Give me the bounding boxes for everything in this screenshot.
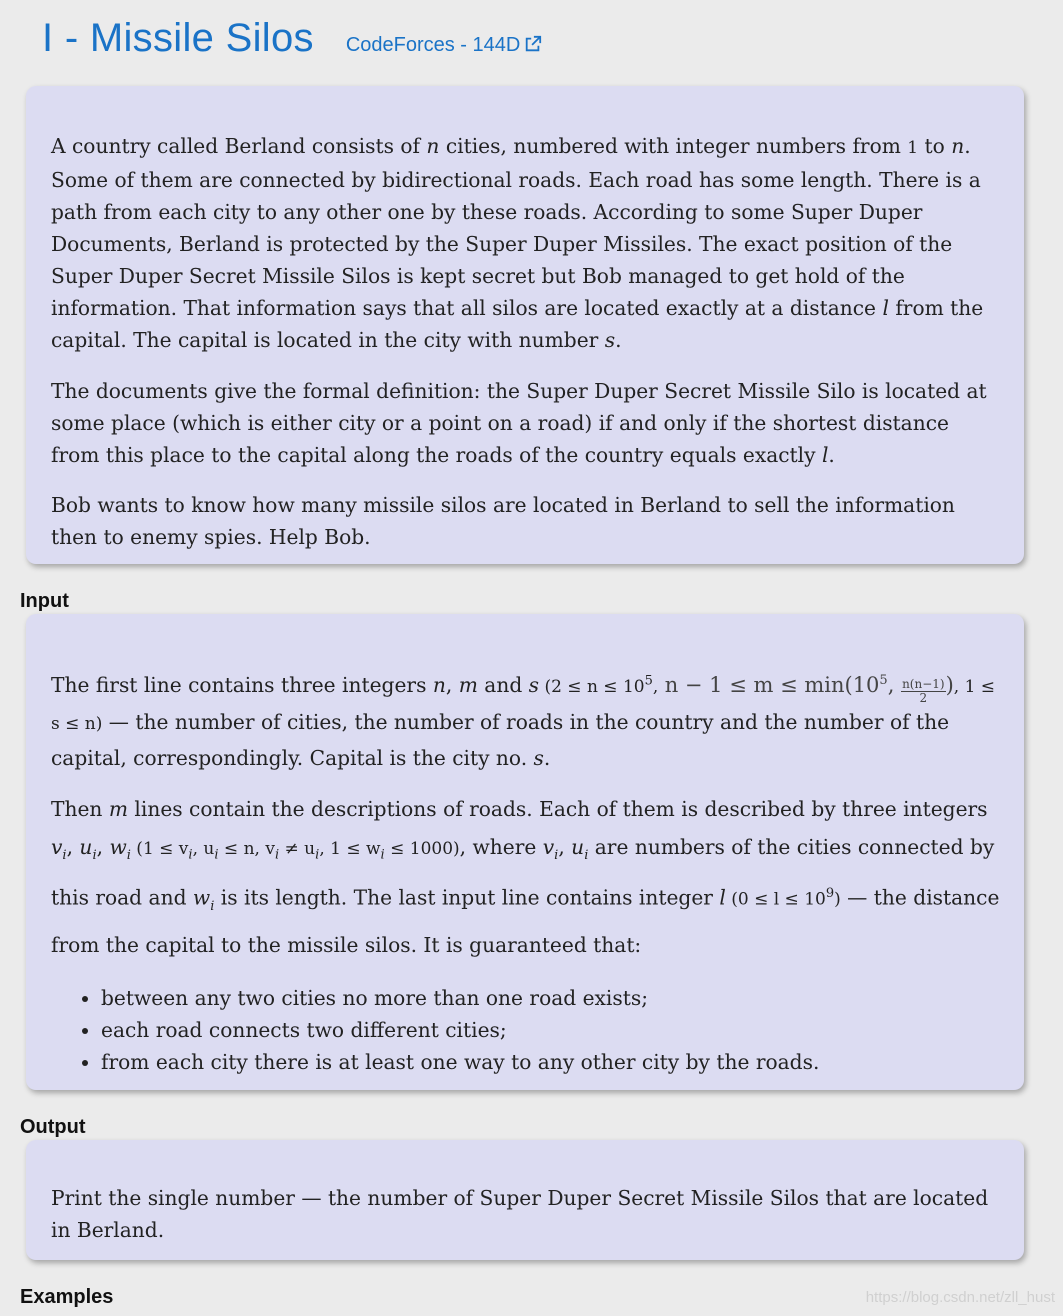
external-link-icon <box>524 35 542 53</box>
guarantees-list <box>51 982 1000 1078</box>
formula-fraction: $\frac{n(n-1)}{2}$ <box>902 677 945 705</box>
output-card <box>26 1140 1024 1260</box>
source-link-label: CodeForces - 144D <box>345 34 521 56</box>
source-link[interactable] <box>346 34 543 57</box>
problem-title: I - Missile Silos <box>42 16 314 60</box>
watermark: https://blog.csdn.net/zll_hust <box>865 1289 1055 1306</box>
input-paragraph-2: Then m lines contain the descriptions of roads. Each of them is described by three integers $v_i$, $u_i$, $w_i$ ($1 \le v_i$, $u_i \le n$, $v_i \ne u_i$, $1 \le w_i \le 1000$), where $v_i$, $u_i$ are numbers of the cities connected by this road and $w_i$ is its length. The last input line contains integer l $(0 \le l \le 10^9)$ — the distance from the capital to the missile silos. It is guaranteed that: <box>51 797 1000 957</box>
output-heading: Output <box>20 1116 86 1138</box>
input-heading: Input <box>20 590 69 612</box>
examples-heading: Examples <box>20 1286 114 1308</box>
statement-paragraph-3: Bob wants to know how many missile silos are located in Berland to sell the information then to enemy spies. Help Bob. <box>51 493 955 549</box>
list-item: • from each city there is at least one way to any other city by the roads. <box>101 1046 1000 1078</box>
input-paragraph-1: The first line contains three integers n, m and s ($2 \le n \le 10^5$, $n - 1 \le m \le \min(10^5$, $\frac{n(n-1)}{2}$ ), 1 ≤ s ≤ n) — the number of cities, the number of roads in the country and the number of the capital, correspondingly. Capital is the city no. s. <box>51 673 996 770</box>
output-text: Print the single number — the number of Super Duper Secret Missile Silos that are located in Berland. <box>51 1186 989 1242</box>
statement-paragraph-1: A country called Berland consists of n cities, numbered with integer numbers from 1 to n. Some of them are connected by bidirectional roads. Each road has some length. There is a path from each city to any other one by these roads. According to some Super Duper Documents, Berland is protected by the Super Duper Missiles. The exact position of the Super Duper Secret Missile Silos is kept secret but Bob managed to get hold of the information. That information says that all silos are located exactly at a distance l from the capital. The capital is located in the city with number s. <box>51 134 984 352</box>
problem-header <box>42 16 542 61</box>
list-item: • between any two cities no more than one road exists; <box>101 982 1000 1014</box>
formula-m-range: $n - 1 \le m \le \min(10^5$, $\frac{n(n-1)}{2}$ ) <box>664 673 954 705</box>
input-card <box>26 614 1024 1090</box>
list-item: • each road connects two different cities; <box>101 1014 1000 1046</box>
statement-card <box>26 86 1024 564</box>
statement-paragraph-2: The documents give the formal definition: the Super Duper Secret Missile Silo is located at some place (which is either city or a point on a road) if and only if the shortest distance from this place to the capital along the roads of the country equals exactly l. <box>51 379 987 467</box>
